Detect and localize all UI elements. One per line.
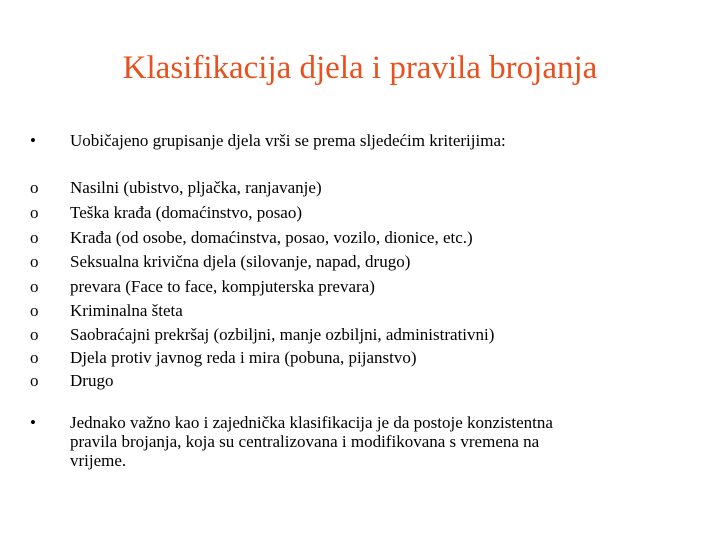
bullet-icon: •	[30, 131, 36, 150]
slide-title: Klasifikacija djela i pravila brojanja	[122, 50, 598, 86]
circle-bullet-icon: o	[30, 228, 39, 247]
closing-line: vrijeme.	[70, 451, 127, 470]
criteria-item-text: Saobraćajni prekršaj (ozbiljni, manje ozbiljni, administrativni)	[70, 325, 495, 344]
criteria-item-text: Nasilni (ubistvo, pljačka, ranjavanje)	[70, 178, 322, 197]
criteria-item-text: Seksualna krivična djela (silovanje, napad, drugo)	[70, 252, 411, 271]
closing-line: Jednako važno kao i zajednička klasifikacija je da postoje konzistentna	[70, 413, 553, 432]
criteria-item-text: Djela protiv javnog reda i mira (pobuna, pijanstvo)	[70, 348, 417, 367]
criteria-item-text: prevara (Face to face, kompjuterska prevara)	[70, 277, 375, 296]
criteria-item-text: Krađa (od osobe, domaćinstva, posao, vozilo, dionice, etc.)	[70, 228, 473, 247]
closing-line: pravila brojanja, koja su centralizovana i modifikovana s vremena na	[70, 432, 540, 451]
circle-bullet-icon: o	[30, 371, 39, 390]
criteria-item-text: Teška krađa (domaćinstvo, posao)	[70, 203, 303, 222]
circle-bullet-icon: o	[30, 178, 39, 197]
intro-text: Uobičajeno grupisanje djela vrši se prema sljedećim kriterijima:	[70, 131, 506, 150]
circle-bullet-icon: o	[30, 301, 39, 320]
criteria-item-text: Kriminalna šteta	[70, 301, 183, 320]
criteria-item-text: Drugo	[70, 371, 114, 390]
bullet-icon: •	[30, 413, 36, 432]
closing-paragraph	[70, 413, 670, 470]
circle-bullet-icon: o	[30, 203, 39, 222]
circle-bullet-icon: o	[30, 325, 39, 344]
circle-bullet-icon: o	[30, 348, 39, 367]
circle-bullet-icon: o	[30, 252, 39, 271]
circle-bullet-icon: o	[30, 277, 39, 296]
